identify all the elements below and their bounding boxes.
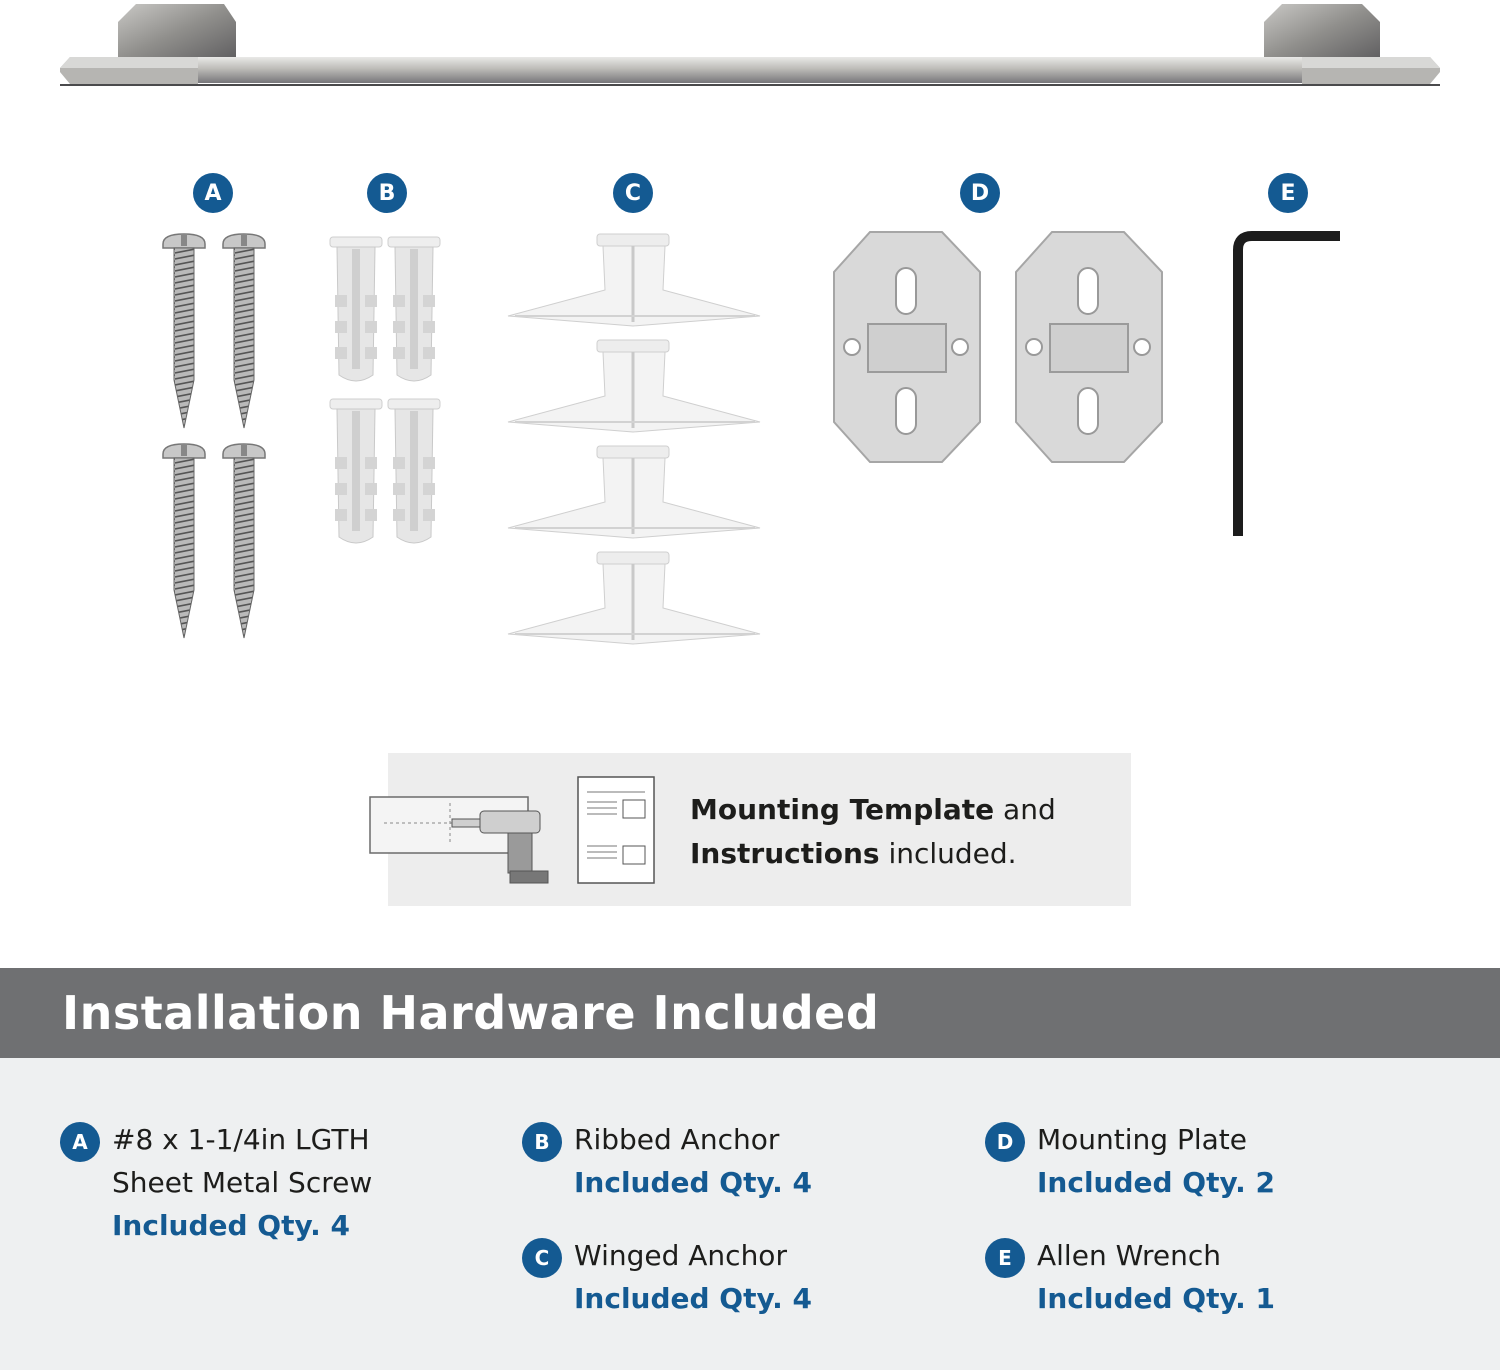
list-item-name: Allen Wrench: [1037, 1239, 1222, 1272]
list-item-qty: Included Qty. 4: [112, 1209, 351, 1242]
winged-anchor-icon: [505, 230, 765, 650]
instructions-document-icon: [577, 776, 657, 886]
template-note-text1: and: [994, 793, 1056, 826]
list-item-qty: Included Qty. 1: [1037, 1282, 1276, 1315]
template-note-text2: included.: [879, 837, 1017, 870]
section-title: Installation Hardware Included: [62, 986, 880, 1040]
list-item-qty: Included Qty. 4: [574, 1166, 813, 1199]
list-badge-a: A: [60, 1122, 100, 1162]
towel-bar-image: [58, 0, 1442, 95]
list-item-qty: Included Qty. 2: [1037, 1166, 1276, 1199]
template-note-bold1: Mounting Template: [690, 793, 995, 826]
drill-template-icon: [368, 793, 553, 888]
screw-icon: [155, 230, 275, 645]
template-note-bold2: Instructions: [690, 837, 880, 870]
list-item-name: Winged Anchor: [574, 1239, 787, 1272]
part-badge-a: A: [193, 173, 233, 213]
part-badge-c: C: [613, 173, 653, 213]
list-item-qty: Included Qty. 4: [574, 1282, 813, 1315]
list-badge-c: C: [522, 1238, 562, 1278]
template-instructions-card: [388, 753, 1131, 906]
allen-wrench-icon: [1232, 230, 1344, 542]
list-item-name: #8 x 1-1/4in LGTH: [112, 1123, 370, 1156]
list-badge-e: E: [985, 1238, 1025, 1278]
list-badge-d: D: [985, 1122, 1025, 1162]
list-item-name: Mounting Plate: [1037, 1123, 1247, 1156]
list-badge-b: B: [522, 1122, 562, 1162]
template-note-text: [690, 788, 1056, 876]
part-badge-b: B: [367, 173, 407, 213]
part-badge-d: D: [960, 173, 1000, 213]
list-item-name-line2: Sheet Metal Screw: [112, 1166, 373, 1199]
section-header: [0, 968, 1500, 1058]
ribbed-anchor-icon: [325, 235, 450, 545]
mounting-plate-icon: [832, 230, 1167, 470]
part-badge-e: E: [1268, 173, 1308, 213]
list-item-name: Ribbed Anchor: [574, 1123, 780, 1156]
hardware-list: [0, 1058, 1500, 1370]
